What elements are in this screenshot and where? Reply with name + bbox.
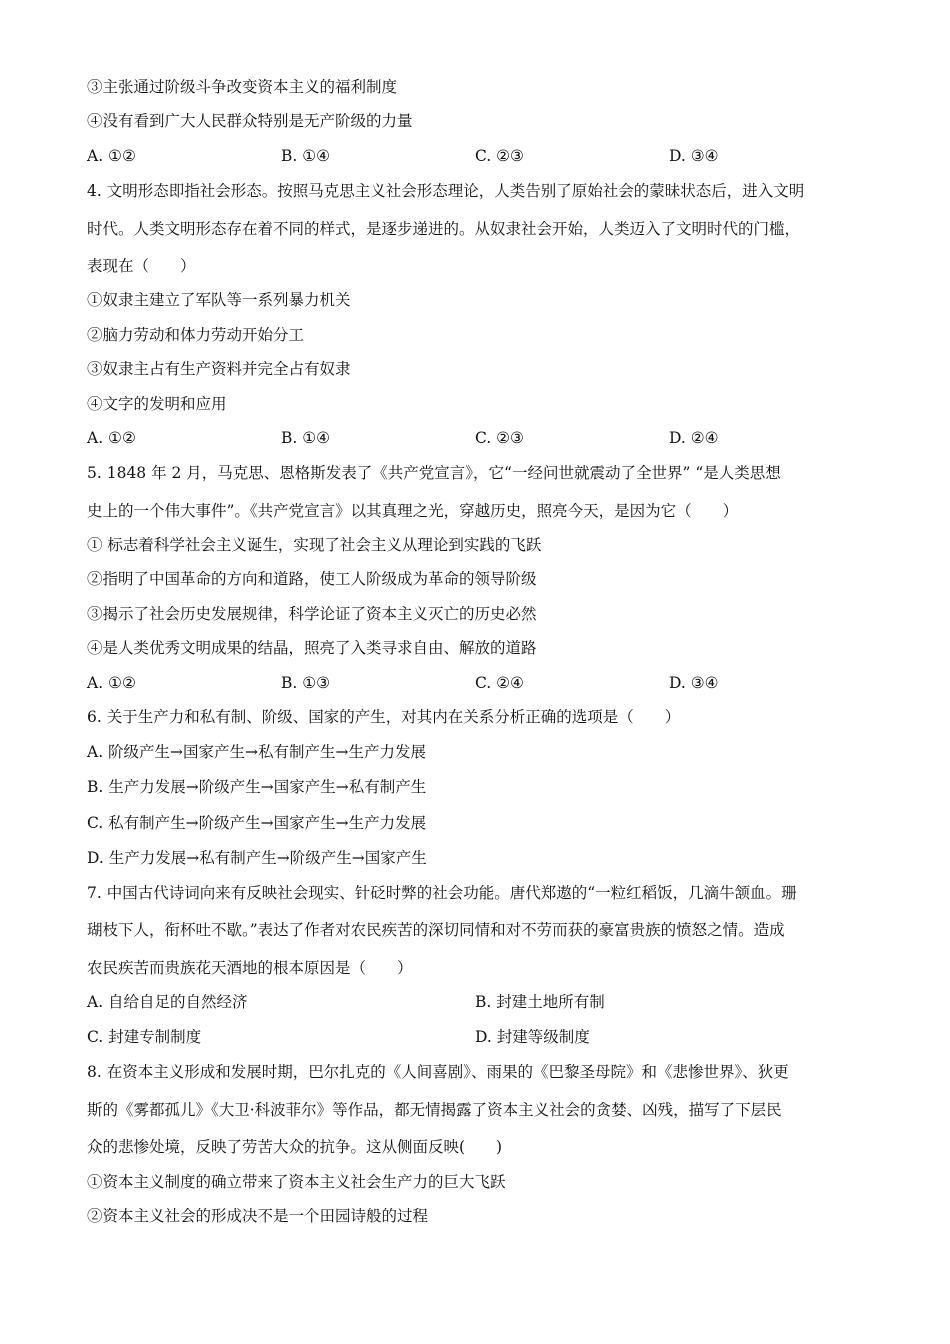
q5-option-c: C. ②④ <box>475 674 524 692</box>
q5-item-2: ②指明了中国革命的方向和道路，使工人阶级成为革命的领导阶级 <box>87 570 537 588</box>
q3-option-b: B. ①④ <box>281 147 331 165</box>
q7-option-c: C. 封建专制制度 <box>87 1028 202 1046</box>
q5-option-a: A. ①② <box>87 674 136 692</box>
q4-option-d: D. ②④ <box>669 429 719 447</box>
q6-stem-line-1: 6. 关于生产力和私有制、阶级、国家的产生，对其内在关系分析正确的选项是（ ） <box>87 708 681 726</box>
q3-item-4: ④没有看到广大人民群众特别是无产阶级的力量 <box>87 112 413 130</box>
q3-option-c: C. ②③ <box>475 147 524 165</box>
q4-option-b: B. ①④ <box>281 429 331 447</box>
q5-stem-line-1: 5. 1848 年 2 月，马克思、恩格斯发表了《共产党宣言》，它“一经问世就震动了全世界” “是人类思想 <box>87 464 781 482</box>
q4-stem-line-3: 表现在（ ） <box>87 257 196 275</box>
q7-stem-line-1: 7. 中国古代诗词向来有反映社会现实、针砭时弊的社会功能。唐代郑遨的“一粒红稻饭，几滴牛颔血。珊 <box>87 884 797 902</box>
q3-option-d: D. ③④ <box>669 147 719 165</box>
q6-option-b: B. 生产力发展→阶级产生→国家产生→私有制产生 <box>87 778 427 796</box>
q6-option-a: A. 阶级产生→国家产生→私有制产生→生产力发展 <box>87 743 427 761</box>
q8-item-2: ②资本主义社会的形成决不是一个田园诗般的过程 <box>87 1207 429 1225</box>
q8-item-1: ①资本主义制度的确立带来了资本主义社会生产力的巨大飞跃 <box>87 1173 506 1191</box>
q4-item-2: ②脑力劳动和体力劳动开始分工 <box>87 326 305 344</box>
q7-stem-line-2: 瑚枝下人，衔杯吐不歇。”表达了作者对农民疾苦的深切同情和对不劳而获的豪富贵族的愤怒之情。造成 <box>87 921 785 939</box>
q5-item-3: ③揭示了社会历史发展规律，科学论证了资本主义灭亡的历史必然 <box>87 605 537 623</box>
q5-option-b: B. ①③ <box>281 674 331 692</box>
q5-item-4: ④是人类优秀文明成果的结晶，照亮了入类寻求自由、解放的道路 <box>87 639 537 657</box>
q7-option-d: D. 封建等级制度 <box>475 1028 590 1046</box>
q4-option-c: C. ②③ <box>475 429 524 447</box>
q8-stem-line-1: 8. 在资本主义形成和发展时期，巴尔扎克的《人间喜剧》、雨果的《巴黎圣母院》和《悲惨世界》、狄更 <box>87 1063 789 1081</box>
q5-option-d: D. ③④ <box>669 674 719 692</box>
q5-stem-line-2: 史上的一个伟大事件”。《共产党宣言》以其真理之光，穿越历史，照亮今天，是因为它（ ） <box>87 502 739 520</box>
q7-option-b: B. 封建土地所有制 <box>475 993 605 1011</box>
q4-item-3: ③奴隶主占有生产资料并完全占有奴隶 <box>87 360 351 378</box>
q6-option-c: C. 私有制产生→阶级产生→国家产生→生产力发展 <box>87 814 427 832</box>
q8-stem-line-2: 斯的《雾都孤儿》《大卫·科波菲尔》等作品，都无情揭露了资本主义社会的贪婪、凶残，描写了下层民 <box>87 1101 782 1119</box>
q6-option-d: D. 生产力发展→私有制产生→阶级产生→国家产生 <box>87 849 427 867</box>
q5-item-1: ① 标志着科学社会主义诞生，实现了社会主义从理论到实践的飞跃 <box>87 536 542 554</box>
q3-item-3: ③主张通过阶级斗争改变资本主义的福利制度 <box>87 78 398 96</box>
q4-stem-line-2: 时代。人类文明形态存在着不同的样式，是逐步递进的。从奴隶社会开始，人类迈入了文明时代的门槛， <box>87 220 801 238</box>
q4-item-1: ①奴隶主建立了军队等一系列暴力机关 <box>87 291 351 309</box>
q8-stem-line-3: 众的悲惨处境，反映了劳苦大众的抗争。这从侧面反映( ) <box>87 1138 503 1156</box>
q7-option-a: A. 自给自足的自然经济 <box>87 993 248 1011</box>
q4-stem-line-1: 4. 文明形态即指社会形态。按照马克思主义社会形态理论，人类告别了原始社会的蒙昧状态后，进入文明 <box>87 182 805 200</box>
q7-stem-line-3: 农民疾苦而贵族花天酒地的根本原因是（ ） <box>87 959 413 977</box>
q3-option-a: A. ①② <box>87 147 136 165</box>
q4-item-4: ④文字的发明和应用 <box>87 395 227 413</box>
q4-option-a: A. ①② <box>87 429 136 447</box>
